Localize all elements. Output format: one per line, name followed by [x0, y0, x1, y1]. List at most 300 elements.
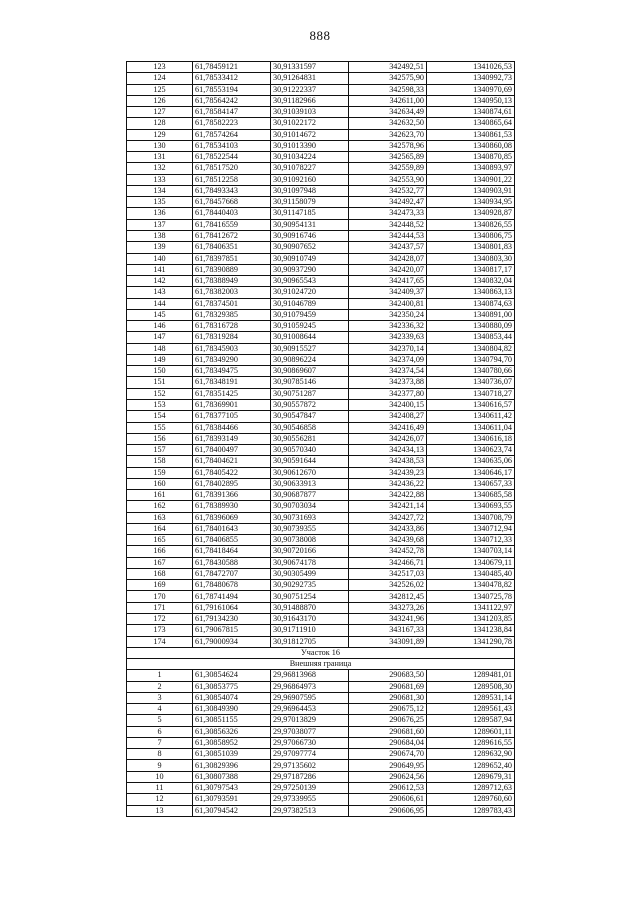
- table-row: [127, 467, 515, 478]
- coord-x-cell: 342452,78: [349, 546, 427, 557]
- coord-x-cell: 342436,22: [349, 478, 427, 489]
- longitude-cell: 30,90738008: [271, 535, 349, 546]
- coord-x-cell: 343167,33: [349, 625, 427, 636]
- table-row: [127, 557, 515, 568]
- table-row: [127, 399, 515, 410]
- coord-y-cell: 1340708,79: [427, 512, 515, 523]
- point-number-cell: 9: [127, 760, 193, 771]
- coord-x-cell: 342416,49: [349, 422, 427, 433]
- coord-x-cell: 342492,51: [349, 62, 427, 73]
- table-row: [127, 636, 515, 647]
- coord-y-cell: 1341026,53: [427, 62, 515, 73]
- point-number-cell: 161: [127, 490, 193, 501]
- coord-x-cell: 342517,03: [349, 568, 427, 579]
- coord-x-cell: 342339,63: [349, 332, 427, 343]
- table-row: [127, 73, 515, 84]
- point-number-cell: 167: [127, 557, 193, 568]
- point-number-cell: 172: [127, 614, 193, 625]
- table-row: [127, 580, 515, 591]
- coord-x-cell: 290681,60: [349, 726, 427, 737]
- point-number-cell: 149: [127, 354, 193, 365]
- latitude-cell: 61,30856326: [193, 726, 271, 737]
- point-number-cell: 150: [127, 366, 193, 377]
- table-row: [127, 602, 515, 613]
- point-number-cell: 124: [127, 73, 193, 84]
- latitude-cell: 61,78316728: [193, 321, 271, 332]
- coord-y-cell: 1340794,70: [427, 354, 515, 365]
- point-number-cell: 170: [127, 591, 193, 602]
- coord-x-cell: 290674,70: [349, 749, 427, 760]
- coord-y-cell: 1340646,17: [427, 467, 515, 478]
- longitude-cell: 30,90570340: [271, 445, 349, 456]
- point-number-cell: 12: [127, 794, 193, 805]
- latitude-cell: 61,30794542: [193, 805, 271, 816]
- latitude-cell: 61,78534103: [193, 140, 271, 151]
- coord-y-cell: 1340826,55: [427, 219, 515, 230]
- coord-x-cell: 343091,89: [349, 636, 427, 647]
- longitude-cell: 30,90751287: [271, 388, 349, 399]
- table-row: [127, 321, 515, 332]
- latitude-cell: 61,78319284: [193, 332, 271, 343]
- latitude-cell: 61,78480678: [193, 580, 271, 591]
- table-row: [127, 614, 515, 625]
- coord-y-cell: 1340611,04: [427, 422, 515, 433]
- point-number-cell: 126: [127, 95, 193, 106]
- point-number-cell: 131: [127, 152, 193, 163]
- point-number-cell: 123: [127, 62, 193, 73]
- coordinates-table: [126, 61, 515, 817]
- coord-x-cell: 290684,04: [349, 737, 427, 748]
- coord-x-cell: 342428,07: [349, 253, 427, 264]
- point-number-cell: 7: [127, 737, 193, 748]
- point-number-cell: 152: [127, 388, 193, 399]
- longitude-cell: 29,97066730: [271, 737, 349, 748]
- latitude-cell: 61,78582223: [193, 118, 271, 129]
- coord-y-cell: 1340485,40: [427, 568, 515, 579]
- table-row: [127, 692, 515, 703]
- point-number-cell: 171: [127, 602, 193, 613]
- coord-x-cell: 342466,71: [349, 557, 427, 568]
- longitude-cell: 30,91046789: [271, 298, 349, 309]
- coord-x-cell: 342634,49: [349, 107, 427, 118]
- longitude-cell: 30,90916746: [271, 230, 349, 241]
- table-row: [127, 84, 515, 95]
- point-number-cell: 139: [127, 242, 193, 253]
- table-row: [127, 230, 515, 241]
- longitude-cell: 30,90633913: [271, 478, 349, 489]
- longitude-cell: 29,97013829: [271, 715, 349, 726]
- coord-x-cell: 342400,81: [349, 298, 427, 309]
- page-number: 888: [309, 28, 331, 43]
- table-row: [127, 140, 515, 151]
- subsection-title: Внешняя граница: [127, 659, 515, 670]
- point-number-cell: 151: [127, 377, 193, 388]
- coord-y-cell: 1289712,63: [427, 783, 515, 794]
- coord-x-cell: 342526,02: [349, 580, 427, 591]
- longitude-cell: 29,96813968: [271, 670, 349, 681]
- table-row: [127, 163, 515, 174]
- coord-y-cell: 1341203,85: [427, 614, 515, 625]
- latitude-cell: 61,78406351: [193, 242, 271, 253]
- table-row: [127, 411, 515, 422]
- longitude-cell: 30,90937290: [271, 264, 349, 275]
- longitude-cell: 30,90751254: [271, 591, 349, 602]
- coord-x-cell: 342370,14: [349, 343, 427, 354]
- table-row: [127, 174, 515, 185]
- latitude-cell: 61,78389930: [193, 501, 271, 512]
- coord-y-cell: 1340853,44: [427, 332, 515, 343]
- longitude-cell: 29,97382513: [271, 805, 349, 816]
- latitude-cell: 61,30829396: [193, 760, 271, 771]
- coord-x-cell: 342575,90: [349, 73, 427, 84]
- latitude-cell: 61,78472707: [193, 568, 271, 579]
- point-number-cell: 163: [127, 512, 193, 523]
- coord-y-cell: 1289652,40: [427, 760, 515, 771]
- longitude-cell: 30,90292735: [271, 580, 349, 591]
- point-number-cell: 159: [127, 467, 193, 478]
- coord-x-cell: 290649,95: [349, 760, 427, 771]
- point-number-cell: 146: [127, 321, 193, 332]
- latitude-cell: 61,78412672: [193, 230, 271, 241]
- coord-y-cell: 1340736,07: [427, 377, 515, 388]
- point-number-cell: 160: [127, 478, 193, 489]
- coord-y-cell: 1340992,73: [427, 73, 515, 84]
- coord-x-cell: 342559,89: [349, 163, 427, 174]
- coord-y-cell: 1289632,90: [427, 749, 515, 760]
- longitude-cell: 30,90703034: [271, 501, 349, 512]
- point-number-cell: 162: [127, 501, 193, 512]
- coord-x-cell: 290606,95: [349, 805, 427, 816]
- coord-y-cell: 1340970,69: [427, 84, 515, 95]
- table-row: [127, 625, 515, 636]
- coord-x-cell: 342417,65: [349, 276, 427, 287]
- coord-x-cell: 342623,70: [349, 129, 427, 140]
- latitude-cell: 61,79067815: [193, 625, 271, 636]
- longitude-cell: 30,91182966: [271, 95, 349, 106]
- longitude-cell: 30,90915527: [271, 343, 349, 354]
- coord-y-cell: 1340712,33: [427, 535, 515, 546]
- coord-y-cell: 1340801,83: [427, 242, 515, 253]
- table-row: [127, 783, 515, 794]
- coord-x-cell: 342409,37: [349, 287, 427, 298]
- point-number-cell: 169: [127, 580, 193, 591]
- longitude-cell: 30,91034224: [271, 152, 349, 163]
- coord-x-cell: 343241,96: [349, 614, 427, 625]
- coord-x-cell: 290681,69: [349, 681, 427, 692]
- point-number-cell: 143: [127, 287, 193, 298]
- longitude-cell: 30,91078227: [271, 163, 349, 174]
- longitude-cell: 30,90965543: [271, 276, 349, 287]
- latitude-cell: 61,30807388: [193, 771, 271, 782]
- longitude-cell: 30,90557872: [271, 399, 349, 410]
- longitude-cell: 29,97038077: [271, 726, 349, 737]
- point-number-cell: 145: [127, 309, 193, 320]
- coord-y-cell: 1340870,85: [427, 152, 515, 163]
- coord-x-cell: 342374,09: [349, 354, 427, 365]
- latitude-cell: 61,79000934: [193, 636, 271, 647]
- coord-x-cell: 342532,77: [349, 185, 427, 196]
- coord-x-cell: 342433,86: [349, 523, 427, 534]
- coord-y-cell: 1340780,66: [427, 366, 515, 377]
- longitude-cell: 30,91022172: [271, 118, 349, 129]
- point-number-cell: 2: [127, 681, 193, 692]
- table-row: [127, 422, 515, 433]
- latitude-cell: 61,78404621: [193, 456, 271, 467]
- table-row: [127, 760, 515, 771]
- point-number-cell: 11: [127, 783, 193, 794]
- coord-y-cell: 1340657,33: [427, 478, 515, 489]
- latitude-cell: 61,78382003: [193, 287, 271, 298]
- latitude-cell: 61,78369901: [193, 399, 271, 410]
- point-number-cell: 130: [127, 140, 193, 151]
- point-number-cell: 153: [127, 399, 193, 410]
- latitude-cell: 61,78512258: [193, 174, 271, 185]
- coord-y-cell: 1340478,82: [427, 580, 515, 591]
- table-row: [127, 501, 515, 512]
- coord-y-cell: 1340865,64: [427, 118, 515, 129]
- coord-x-cell: 342632,50: [349, 118, 427, 129]
- longitude-cell: 29,97187286: [271, 771, 349, 782]
- coord-y-cell: 1340817,17: [427, 264, 515, 275]
- latitude-cell: 61,79134230: [193, 614, 271, 625]
- longitude-cell: 30,90305499: [271, 568, 349, 579]
- point-number-cell: 164: [127, 523, 193, 534]
- table-row: [127, 264, 515, 275]
- table-row: [127, 568, 515, 579]
- longitude-cell: 30,91147185: [271, 208, 349, 219]
- coord-y-cell: 1289508,30: [427, 681, 515, 692]
- longitude-cell: 29,96964453: [271, 704, 349, 715]
- longitude-cell: 30,90556281: [271, 433, 349, 444]
- table-row: [127, 433, 515, 444]
- longitude-cell: 30,90687877: [271, 490, 349, 501]
- coord-x-cell: 290624,56: [349, 771, 427, 782]
- coord-y-cell: 1340874,63: [427, 298, 515, 309]
- longitude-cell: 29,96907595: [271, 692, 349, 703]
- latitude-cell: 61,78406855: [193, 535, 271, 546]
- coord-x-cell: 342426,07: [349, 433, 427, 444]
- latitude-cell: 61,30793591: [193, 794, 271, 805]
- coord-x-cell: 290683,50: [349, 670, 427, 681]
- coord-x-cell: 342812,45: [349, 591, 427, 602]
- point-number-cell: 135: [127, 197, 193, 208]
- point-number-cell: 148: [127, 343, 193, 354]
- point-number-cell: 128: [127, 118, 193, 129]
- longitude-cell: 30,91013390: [271, 140, 349, 151]
- table-row: [127, 388, 515, 399]
- coord-x-cell: 342420,07: [349, 264, 427, 275]
- table-row: [127, 298, 515, 309]
- table-row: [127, 591, 515, 602]
- table-row: [127, 726, 515, 737]
- longitude-cell: 30,91039103: [271, 107, 349, 118]
- latitude-cell: 61,78574264: [193, 129, 271, 140]
- coord-x-cell: 342611,00: [349, 95, 427, 106]
- longitude-cell: 29,96864973: [271, 681, 349, 692]
- table-row: [127, 704, 515, 715]
- coord-y-cell: 1340725,78: [427, 591, 515, 602]
- coord-y-cell: 1340934,95: [427, 197, 515, 208]
- longitude-cell: 30,90612670: [271, 467, 349, 478]
- latitude-cell: 61,78374501: [193, 298, 271, 309]
- table-row: [127, 185, 515, 196]
- latitude-cell: 61,78418464: [193, 546, 271, 557]
- latitude-cell: 61,78390889: [193, 264, 271, 275]
- latitude-cell: 61,78348191: [193, 377, 271, 388]
- point-number-cell: 157: [127, 445, 193, 456]
- coord-x-cell: 342427,72: [349, 512, 427, 523]
- longitude-cell: 29,97250139: [271, 783, 349, 794]
- point-number-cell: 133: [127, 174, 193, 185]
- longitude-cell: 30,90731693: [271, 512, 349, 523]
- coord-y-cell: 1340623,74: [427, 445, 515, 456]
- coord-y-cell: 1340893,97: [427, 163, 515, 174]
- point-number-cell: 134: [127, 185, 193, 196]
- latitude-cell: 61,78401643: [193, 523, 271, 534]
- latitude-cell: 61,30854624: [193, 670, 271, 681]
- table-row: [127, 681, 515, 692]
- coord-y-cell: 1340901,22: [427, 174, 515, 185]
- table-row: [127, 490, 515, 501]
- coord-x-cell: 342377,80: [349, 388, 427, 399]
- coord-y-cell: 1340693,55: [427, 501, 515, 512]
- longitude-cell: 30,91008644: [271, 332, 349, 343]
- coord-x-cell: 342598,33: [349, 84, 427, 95]
- point-number-cell: 154: [127, 411, 193, 422]
- coord-y-cell: 1289531,14: [427, 692, 515, 703]
- table-row: [127, 354, 515, 365]
- latitude-cell: 61,30853775: [193, 681, 271, 692]
- table-row: [127, 794, 515, 805]
- coord-y-cell: 1289587,94: [427, 715, 515, 726]
- longitude-cell: 30,91331597: [271, 62, 349, 73]
- longitude-cell: 30,90785146: [271, 377, 349, 388]
- latitude-cell: 61,78384466: [193, 422, 271, 433]
- coord-x-cell: 342422,88: [349, 490, 427, 501]
- longitude-cell: 30,90739355: [271, 523, 349, 534]
- longitude-cell: 30,90546858: [271, 422, 349, 433]
- coord-y-cell: 1340861,53: [427, 129, 515, 140]
- section-title-row: [127, 647, 515, 658]
- coord-x-cell: 290612,53: [349, 783, 427, 794]
- point-number-cell: 173: [127, 625, 193, 636]
- longitude-cell: 30,91024720: [271, 287, 349, 298]
- coord-x-cell: 342553,90: [349, 174, 427, 185]
- longitude-cell: 30,91488870: [271, 602, 349, 613]
- coord-y-cell: 1340616,18: [427, 433, 515, 444]
- point-number-cell: 10: [127, 771, 193, 782]
- table-row: [127, 377, 515, 388]
- latitude-cell: 61,78457668: [193, 197, 271, 208]
- coord-y-cell: 1340804,82: [427, 343, 515, 354]
- point-number-cell: 165: [127, 535, 193, 546]
- longitude-cell: 30,91222337: [271, 84, 349, 95]
- point-number-cell: 129: [127, 129, 193, 140]
- table-row: [127, 242, 515, 253]
- point-number-cell: 168: [127, 568, 193, 579]
- table-row: [127, 737, 515, 748]
- latitude-cell: 61,78553194: [193, 84, 271, 95]
- longitude-cell: 30,91097948: [271, 185, 349, 196]
- table-row: [127, 197, 515, 208]
- latitude-cell: 61,78345903: [193, 343, 271, 354]
- point-number-cell: 156: [127, 433, 193, 444]
- coord-y-cell: 1340718,27: [427, 388, 515, 399]
- longitude-cell: 30,91059245: [271, 321, 349, 332]
- point-number-cell: 155: [127, 422, 193, 433]
- longitude-cell: 30,90907652: [271, 242, 349, 253]
- point-number-cell: 13: [127, 805, 193, 816]
- coord-x-cell: 342439,68: [349, 535, 427, 546]
- coord-y-cell: 1340880,09: [427, 321, 515, 332]
- longitude-cell: 30,91158079: [271, 197, 349, 208]
- longitude-cell: 30,90910749: [271, 253, 349, 264]
- point-number-cell: 174: [127, 636, 193, 647]
- table-row: [127, 62, 515, 73]
- point-number-cell: 5: [127, 715, 193, 726]
- longitude-cell: 30,90720166: [271, 546, 349, 557]
- table-row: [127, 309, 515, 320]
- coord-y-cell: 1340950,13: [427, 95, 515, 106]
- coord-y-cell: 1340860,08: [427, 140, 515, 151]
- latitude-cell: 61,78329385: [193, 309, 271, 320]
- coord-y-cell: 1289616,55: [427, 737, 515, 748]
- table-row: [127, 253, 515, 264]
- latitude-cell: 61,78349290: [193, 354, 271, 365]
- latitude-cell: 61,78522544: [193, 152, 271, 163]
- point-number-cell: 136: [127, 208, 193, 219]
- coord-x-cell: 342444,53: [349, 230, 427, 241]
- coord-x-cell: 342448,52: [349, 219, 427, 230]
- coord-x-cell: 342434,13: [349, 445, 427, 456]
- coord-y-cell: 1340803,30: [427, 253, 515, 264]
- coord-y-cell: 1340806,75: [427, 230, 515, 241]
- longitude-cell: 30,90896224: [271, 354, 349, 365]
- longitude-cell: 30,91711910: [271, 625, 349, 636]
- table-row: [127, 478, 515, 489]
- longitude-cell: 30,91092160: [271, 174, 349, 185]
- coord-x-cell: 342437,57: [349, 242, 427, 253]
- longitude-cell: 30,91264831: [271, 73, 349, 84]
- coord-x-cell: 342421,14: [349, 501, 427, 512]
- coord-y-cell: 1289783,43: [427, 805, 515, 816]
- latitude-cell: 61,78396069: [193, 512, 271, 523]
- table-row: [127, 523, 515, 534]
- latitude-cell: 61,30854074: [193, 692, 271, 703]
- coord-x-cell: 290681,30: [349, 692, 427, 703]
- latitude-cell: 61,78397851: [193, 253, 271, 264]
- coord-y-cell: 1340616,57: [427, 399, 515, 410]
- latitude-cell: 61,78459121: [193, 62, 271, 73]
- coord-y-cell: 1340635,06: [427, 456, 515, 467]
- latitude-cell: 61,78533412: [193, 73, 271, 84]
- coord-y-cell: 1340928,87: [427, 208, 515, 219]
- coord-x-cell: 342350,24: [349, 309, 427, 320]
- longitude-cell: 30,91079459: [271, 309, 349, 320]
- longitude-cell: 30,90954131: [271, 219, 349, 230]
- point-number-cell: 138: [127, 230, 193, 241]
- point-number-cell: 3: [127, 692, 193, 703]
- latitude-cell: 61,30849390: [193, 704, 271, 715]
- coord-y-cell: 1289601,11: [427, 726, 515, 737]
- coord-x-cell: 343273,26: [349, 602, 427, 613]
- table-row: [127, 715, 515, 726]
- coord-y-cell: 1340685,58: [427, 490, 515, 501]
- point-number-cell: 4: [127, 704, 193, 715]
- subsection-title-row: [127, 659, 515, 670]
- latitude-cell: 61,78430588: [193, 557, 271, 568]
- coord-x-cell: 342492,47: [349, 197, 427, 208]
